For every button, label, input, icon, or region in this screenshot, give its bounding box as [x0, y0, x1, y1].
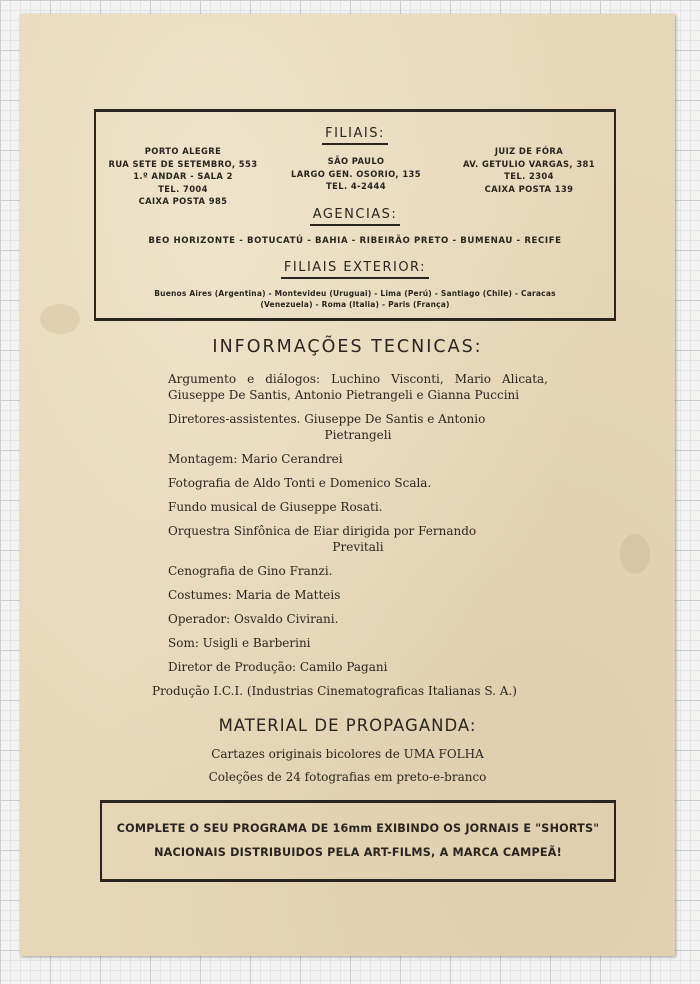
branch-phone: TEL. 2304 [504, 171, 554, 181]
exterior-line: (Venezuela) - Roma (Italia) - Paris (França) [260, 300, 450, 309]
promo-line: NACIONAIS DISTRIBUIDOS PELA ART-FILMS, A MARCA CAMPEÃ! [154, 846, 562, 859]
filiais-exterior-heading: FILIAIS EXTERIOR: [96, 260, 614, 275]
agencias-heading: AGENCIAS: [96, 207, 614, 222]
branch-juiz-de-fora [444, 145, 614, 195]
credits-list [168, 371, 548, 683]
branch-address: AV. GETULIO VARGAS, 381 [462, 158, 595, 169]
branch-pobox: CAIXA POSTA 985 [138, 196, 228, 206]
credit-item: Costumes: Maria de Matteis [168, 588, 341, 602]
branch-pobox: CAIXA POSTA 139 [484, 183, 574, 194]
branch-porto-alegre [98, 145, 268, 208]
credit-item: Operador: Osvaldo Civirani. [168, 612, 339, 626]
branch-city: SÃO PAULO [327, 156, 385, 166]
branch-city: PORTO ALEGRE [144, 146, 222, 156]
paper-stain [620, 534, 650, 574]
branch-phone: TEL. 7004 [158, 183, 208, 194]
credit-item: Fundo musical de Giuseppe Rosati. [168, 500, 383, 514]
material-line: Coleções de 24 fotografias em preto-e-branco [208, 770, 487, 784]
branches-box [94, 109, 616, 321]
credit-item: Orquestra Sinfônica de Eiar dirigida por Fernando Previtali [168, 524, 477, 554]
credit-item: Som: Usigli e Barberini [168, 636, 311, 650]
filiais-exterior-list [96, 288, 614, 310]
branch-address: RUA SETE DE SETEMBRO, 553 [108, 158, 258, 169]
document-page [20, 14, 675, 956]
promo-line: COMPLETE O SEU PROGRAMA DE 16mm EXIBINDO OS JORNAIS E "SHORTS" [116, 822, 600, 835]
branch-phone: TEL. 4-2444 [326, 181, 386, 191]
material-line: Cartazes originais bicolores de UMA FOLHA [211, 747, 484, 761]
agencias-list: BEO HORIZONTE - BOTUCATÚ - BAHIA - RIBEIRÃO PRETO - BUMENAU - RECIFE [148, 236, 562, 246]
credit-item: Fotografia de Aldo Tonti e Domenico Scala. [168, 476, 432, 490]
credit-item: Montagem: Mario Cerandrei [168, 452, 343, 466]
branch-floor: 1.º ANDAR - SALA 2 [133, 171, 233, 181]
credit-item: Argumento e diálogos: Luchino Visconti, Mario Alicata, Giuseppe De Santis, Antonio Pietrangeli e Gianna Puccini [168, 372, 548, 402]
producao-line: Produção I.C.I. (Industrias Cinematograficas Italianas S. A.) [152, 684, 517, 698]
branch-city: JUIZ DE FÓRA [494, 146, 564, 156]
credit-item: Cenografia de Gino Franzi. [168, 564, 333, 578]
filiais-heading: FILIAIS: [96, 126, 614, 141]
informacoes-title: INFORMAÇÕES TECNICAS: [212, 337, 483, 357]
material-title: MATERIAL DE PROPAGANDA: [218, 716, 477, 735]
credit-item: Diretor de Produção: Camilo Pagani [168, 660, 388, 674]
promo-box [100, 800, 616, 882]
credit-item: Diretores-assistentes. Giuseppe De Santis e Antonio Pietrangeli [168, 412, 486, 442]
branch-sao-paulo [268, 155, 444, 193]
paper-stain [40, 304, 80, 334]
branch-address: LARGO GEN. OSORIO, 135 [290, 168, 422, 179]
exterior-line: Buenos Aires (Argentina) - Montevideu (Uruguai) - Lima (Perú) - Santiago (Chile) - Caracas [154, 289, 556, 298]
